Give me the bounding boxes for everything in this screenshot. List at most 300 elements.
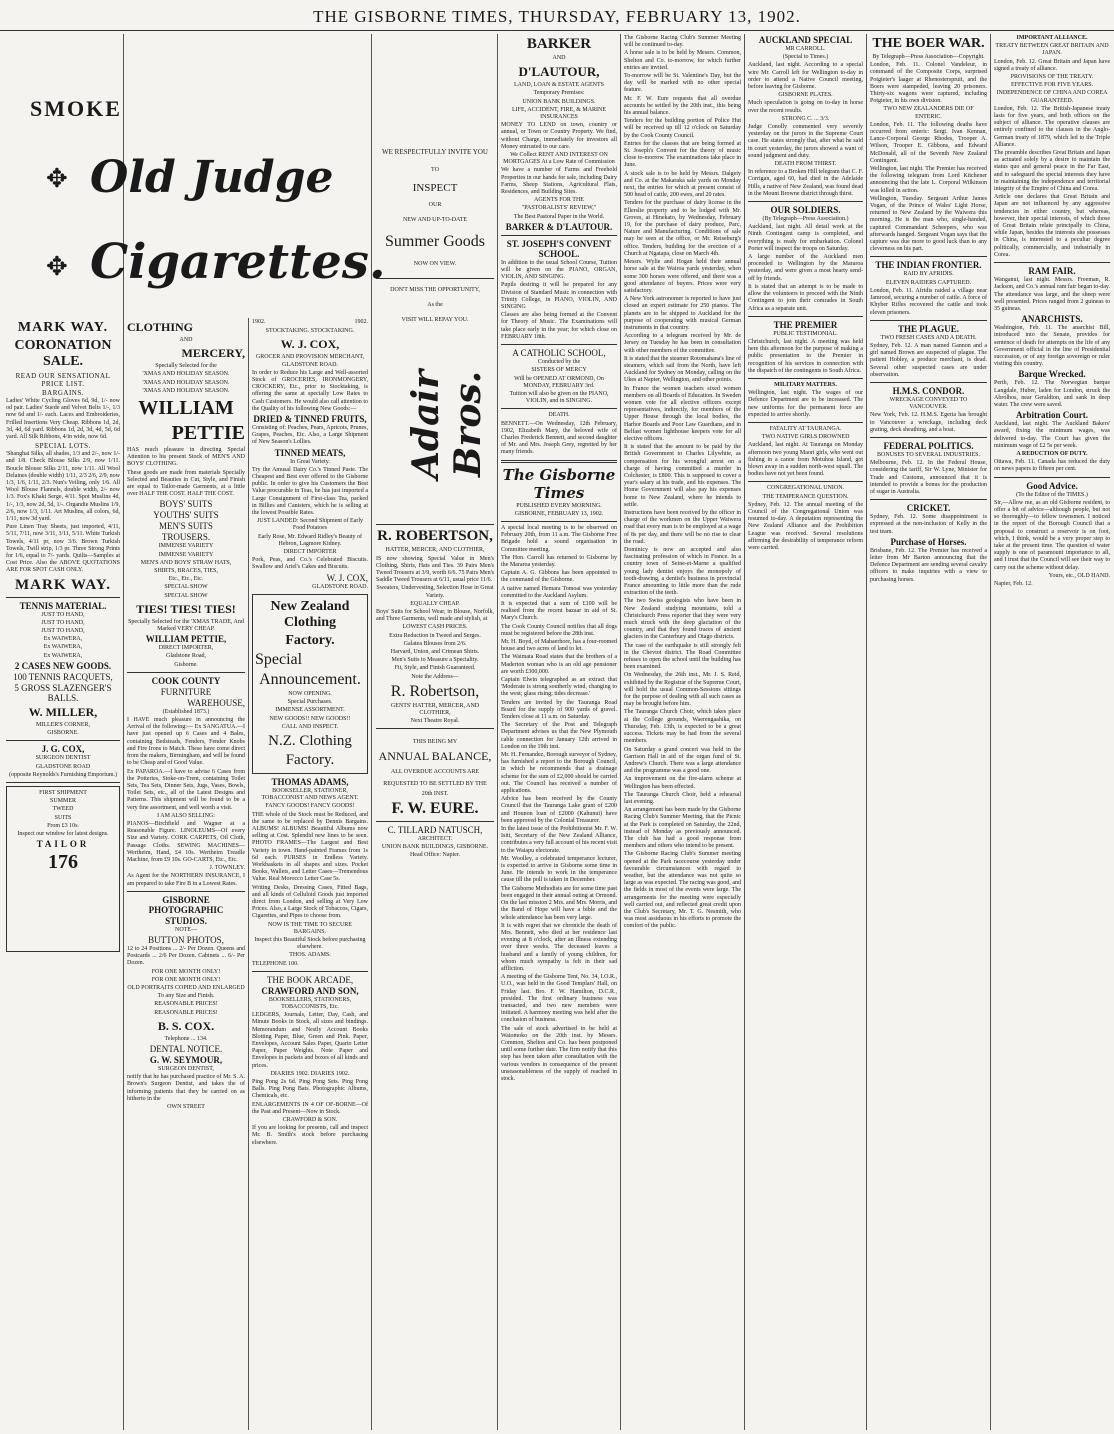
secure-bargains: NOW IS THE TIME TO SECURE BARGAINS. bbox=[268, 921, 352, 935]
news-text: Perth, Feb. 12. The Norwegian barque Langdale, Huber, laden for London, struck the Abrolhos, near Geraldton, and sank in deep water. The crew were saved. bbox=[994, 380, 1110, 408]
news-text: Auckland, last night. According to a special wire Mr. Carroll left for Wellington to-day in order to attend a Native Council meeting, before leaving for Gisborne. bbox=[748, 62, 863, 91]
next-theatre: Next Theatre Royal. bbox=[410, 718, 460, 725]
collect-rent: We Collect RENT AND INTEREST ON MORTGAGES At a Low Rate of Commission bbox=[503, 152, 615, 166]
old-judge-cigarettes-ad bbox=[0, 34, 386, 318]
news-text: London, Feb. 11. Colonel Vandeleur, in command of the Composite Corps, surprised Potgieter's laager at Rhenosterspruit, and the Boers were stampeded, leaving 20 prisoners. Thirty-six wagons were captured, including Potgieter, in his own division. bbox=[870, 62, 987, 105]
opened-ormond: Will be OPENED AT ORMOND, On MONDAY, FEBRUARY 3rd. bbox=[514, 375, 604, 389]
year-label: 1902. bbox=[252, 319, 266, 325]
good-advice-heading: Good Advice. bbox=[1026, 480, 1078, 491]
miller-corner: MILLER'S CORNER, bbox=[35, 721, 91, 728]
news-text: London, Feb. 11. Afridis raided a village near Jamrood, securing a number of cattle. A force of Khyber Rifles recovered the cattle and took eleven prisoners. bbox=[870, 287, 987, 316]
townley-signature: J. TOWNLEY. bbox=[209, 865, 245, 872]
as-the-label: As the bbox=[427, 302, 443, 309]
inspect-stock: Inspect this Beautiful Stock before purchasing elsewhere. bbox=[254, 936, 366, 951]
fatality-heading: FATALITY AT TAURANGA. bbox=[769, 425, 842, 432]
price-from: From £3 10s. bbox=[47, 822, 79, 829]
robertson-text: Boys' Suits for School Wear, in Blouse, Norfolk, and Three Garments, well made and stylish, at bbox=[376, 609, 494, 623]
new-date-label: NEW AND UP-TO-DATE bbox=[402, 217, 468, 224]
gisborne-plates: GISBORNE PLATES. bbox=[778, 92, 833, 99]
local-news: The case of the earthquake is still strongly felt in the Cheviot district. The Road Committee refuses to open the school until the building has been examined. bbox=[624, 642, 741, 671]
column-1 bbox=[6, 318, 120, 1430]
year-label: 1902. bbox=[354, 319, 368, 325]
xmas-season: 'XMAS AND HOLIDAY SEASON. bbox=[142, 379, 230, 386]
book-arcade-heading: THE BOOK ARCADE, bbox=[266, 974, 354, 985]
sweaters-label: Sweaters, Undervesting, Selection Hose in Great Variety. bbox=[376, 585, 494, 599]
miller-name: W. MILLER, bbox=[28, 704, 98, 719]
published-label: PUBLISHED EVERY MORNING. bbox=[516, 502, 602, 509]
arcade-text: If you are looking for presents, call and inspect Mr. B. Smith's stock before purchasing elsewhere. bbox=[252, 1125, 368, 1146]
sisters-mercy: SISTERS OF MERCY bbox=[531, 367, 587, 374]
pettie-text: These goods are made from materials Specially Selected and Beauties in Cut, Style, and Finish are equal to Tailor-made Garments, at a little over HALF THE COST. HALF THE COST. bbox=[127, 469, 245, 498]
gladstone-road: GLADSTONE ROAD. bbox=[312, 583, 368, 590]
shirts-braces: SHIRTS, BRACES, TIES, bbox=[154, 568, 218, 575]
divider bbox=[6, 740, 120, 741]
column-rule bbox=[497, 34, 498, 1430]
mark-way-title: MARK WAY. bbox=[17, 320, 109, 335]
enteric-heading: TWO NEW ZEALANDERS DIE OF ENTERIC. bbox=[883, 106, 974, 120]
potato-varieties: Early Rose, Mr. Edward Ridley's Beauty of Hebron, Lagmore Kidney. bbox=[257, 533, 363, 547]
ornament-icon: ✥ bbox=[46, 164, 68, 193]
bscox-signature: B. S. COX. bbox=[157, 1018, 215, 1033]
special-purchases: Special Purchases. bbox=[287, 699, 333, 706]
local-news: Advice has been received by the County Council that the Tauranga Lake grant of £200 and Hounon loan of £2000 (Kahunui) have been approved by the Colonial Treasurer. bbox=[501, 796, 617, 824]
school-text: Classes are also being formed at the Convent for Theory of Music. The Examinations will take place early in the year; for which close on FEBRUARY 18th. bbox=[501, 312, 617, 340]
catholic-school-heading: A CATHOLIC SCHOOL, bbox=[512, 348, 606, 359]
column-rule bbox=[866, 34, 867, 1430]
military-heading: MILITARY MATTERS. bbox=[774, 381, 837, 388]
boer-war-heading: THE BOER WAR. bbox=[872, 36, 985, 51]
trousers-label: TROUSERS. bbox=[161, 532, 211, 543]
furniture-text: I HAVE much pleasure in announcing the Arrival of the following:— Ex SANGATUA.—I have just opened up 6 Cases and 4 Bales, containing Bedsteads, Fenders, Fender Knobs and Fire Irons to Match. These have come direct from the makers, Birmingham, and will be found to be Cheap and of Good Value. bbox=[127, 717, 245, 767]
local-news: The Tauranga Church Choir, which takes place at the College grounds, Waerengaahika, on Thursday, Feb. 13th, is expected to be a great success. Tickets may be had from the several members. bbox=[624, 709, 741, 745]
one-month-only: FOR ONE MONTH ONLY! bbox=[151, 976, 221, 983]
carroll-heading: MR CARROLL. bbox=[785, 46, 826, 52]
local-news: Mr. F. W. Eure requests that all overdue accounts be settled by the 20th inst., this being his annual balance. bbox=[624, 95, 741, 117]
dental-notice-heading: DENTAL NOTICE. bbox=[149, 1043, 223, 1054]
divider bbox=[994, 477, 1110, 478]
news-text: Auckland, last night. All detail work at the Ninth Contingent camp is completed, and everything is ready for embarkation. Colonel Porter will inspect the troops on Saturday. bbox=[748, 224, 863, 252]
news-text: It is stated that an attempt is to be made to allow the volunteers to proceed with the Ninth Contingent to join their comrades in South Africa as a separate unit. bbox=[748, 283, 863, 312]
pettie-heading: PETTIE bbox=[171, 422, 245, 445]
price-list-subtitle: READ OUR SENSATIONAL PRICE LIST. bbox=[15, 372, 111, 388]
news-text: Sydney, Feb. 12. A man named Gannon and a girl named Brown are suspected of plague. The patient Hobley, a produce merchant, is dead. Several other suspected cases are under observation. bbox=[870, 342, 987, 378]
news-text: Sydney, Feb. 12. The annual meeting of the Council of the Congregational Union was resumed to-day. A deputation representing the New Zealand Alliance and the Prohibition League was received. Several resolutions affirming the desirability of temperance reform were carried. bbox=[748, 501, 863, 551]
local-news: It is stated that the steamer Rotomahana's line of steamers, which sail from the North, have left Auckland for Sydney on Monday, calling on the Ukes at Napier, Wellington, and other points. bbox=[624, 355, 741, 384]
cox-signature: W. J. COX, bbox=[326, 572, 368, 583]
news-text: Wellington, Tuesday. Sergeant Arthur James Vogan, of the Prince of Wales' Light Horse, returned to New Zealand by the Waiwera this morning. He is the man who, single-handed, captured Commandant Scheepers, who was afterwards hanged. Sergeant Vogan says that the capture was due more to good luck than to any cleverness on his part. bbox=[870, 195, 987, 253]
head-office: Head Office: Napier. bbox=[409, 852, 461, 859]
one-month-only: FOR ONE MONTH ONLY! bbox=[151, 968, 221, 975]
local-news: It is with regret that we chronicle the death of Mrs. Bennett, who died at her residence last evening at 8 o'clock, after an illness extending over three weeks. The deceased leaves a husband and a family of young children, for whom much sympathy is felt in their sad affliction. bbox=[501, 922, 617, 972]
equally-cheap: EQUALLY CHEAP. bbox=[410, 600, 460, 607]
best-paper: The Best Pastoral Paper in the World. bbox=[513, 213, 605, 220]
mens-suits: MEN'S SUITS bbox=[159, 521, 213, 532]
dont-miss: DON'T MISS THE OPPORTUNITY, bbox=[390, 286, 480, 293]
any-size: To any Size and Finish. bbox=[157, 993, 215, 1000]
crawford-heading: CRAWFORD AND SON, bbox=[261, 985, 359, 996]
girls-drowned: TWO NATIVE GIRLS DROWNED bbox=[761, 434, 850, 441]
extra-reduction: Extra Reduction in Tweed and Serges. bbox=[389, 632, 481, 639]
xmas-season: 'XMAS AND HOLIDAY SEASON. bbox=[142, 387, 230, 394]
divider bbox=[376, 524, 494, 525]
local-news: An arrangement has been made by the Gisborne Racing Club's Summer Meeting, that the Picnic at the Park is completed on Saturday, the 22nd, instead of Monday as previously announced. The club has had a good response from members and others who intend to be present. bbox=[624, 807, 741, 850]
effective-heading: EFFECTIVE FOR FIVE YEARS. bbox=[1010, 82, 1094, 89]
now-on-view: NOW ON VIEW. bbox=[413, 260, 457, 267]
auckland-special-heading: AUCKLAND SPECIAL bbox=[758, 35, 853, 45]
provisions-heading: PROVISIONS OF THE TREATY. bbox=[1010, 74, 1094, 81]
news-text: Wellington, last night. The Premier has received the following telegram from Lord Kitchener announcing that the late L. Corporal Wilkinson was killed in action. bbox=[870, 166, 987, 194]
insurances: LIFE, ACCIDENT, FIRE, & MARINE INSURANCES bbox=[511, 106, 607, 121]
news-text: Ottawa, Feb. 11. Canada has reduced the duty on news papers to fifteen per cent. bbox=[994, 459, 1110, 473]
visit-label: VISIT WILL REPAY YOU. bbox=[401, 317, 469, 324]
arcade-text: LEDGERS, Journals, Letter, Day, Cash, and Minute Books in Stock, all sizes and bindings. Memorandum and Nestly Account Books Blotting Paper, Blue, Green and Pink. Paper, Envelopes, Account Sales Paper, Quarto Letter Paper, Paper Weights. Note Paper and Envelopes in packets and boxes of all kinds and prices. bbox=[252, 1012, 368, 1069]
arbitration-heading: Arbitration Court. bbox=[1016, 410, 1088, 421]
diaries-label: DIARIES 1902. DIARIES 1902. bbox=[270, 1070, 350, 1077]
local-news: The sale of stock advertised to be held at Waiomoko on the 20th inst. by Messrs. Common, Shelton and Co. has been postponed until some further date. The firm notify that this step has been taken after consultation with the various vendors in consequence of the present unseasonableness of the supply of reached in stock. bbox=[501, 1025, 617, 1082]
divider bbox=[870, 320, 987, 321]
established-label: (Established 1873.) bbox=[162, 708, 210, 715]
direct-importer: DIRECT IMPORTER bbox=[283, 549, 337, 556]
xmas-season: 'XMAS AND HOLIDAY SEASON. bbox=[142, 371, 230, 378]
local-news: A meeting of the Gisborne Tent, No. 34, I.O.R., U.O., was held in the Good Templars' Hall, on Friday last. Bro. F. W. Hamilton, D.C.R., presided. The first ordinary business was transacted, and two new members were initiated. A harmony meeting was held after the conclusion of business. bbox=[501, 974, 617, 1024]
bonuses-heading: BONUSES TO SEVERAL INDUSTRIES. bbox=[877, 451, 980, 458]
premier-heading: THE PREMIER bbox=[773, 319, 838, 330]
local-news: It is stated that the amount to be paid by the British Government to Charles Lilywhite, as compensation for his wrongful arrest on a charge of having committed a murder in Colchester, is £800. This is supposed to cover a year's salary at his trade, and his expenses. The Home Government will also pay his expenses home to New Zealand, where he intends to settle. bbox=[624, 444, 741, 508]
gents-hatter: GENTS' HATTER, MERCER, AND CLOTHIER, bbox=[390, 702, 480, 717]
nz-clothing-signature: N.Z. Clothing bbox=[268, 732, 352, 749]
anarchists-heading: ANARCHISTS. bbox=[1021, 314, 1083, 325]
independence-heading: INDEPENDENCE OF CHINA AND COREA GUARANTEED. bbox=[996, 90, 1108, 104]
agents-label: AGENTS FOR THE bbox=[534, 197, 584, 204]
cox-name: J. G. COX, bbox=[41, 744, 85, 755]
news-text: London, Feb. 12. The British-Japanese treaty lasts for five years, and both offices on the subject of alliance. The operative clauses are entirely confined to the clauses in the Anglo-German treaty of 1879, which led to the Triple Alliance. bbox=[994, 105, 1110, 148]
robertson-signature: R. Robertson, bbox=[390, 682, 480, 700]
divider bbox=[376, 821, 494, 822]
just-to-hand: JUST TO HAND, bbox=[41, 619, 85, 626]
news-text: Melbourne, Feb. 12. In the Federal House, considering the tariff, Sir W. Lyne, Minister for Trade and Customs, announced that it is intended to provide a bonus for the production of sugar in Australia. bbox=[870, 460, 987, 495]
now-opening: NOW OPENING. bbox=[288, 690, 332, 697]
raid-heading: RAID BY AFRIDIS. bbox=[903, 271, 954, 278]
land-agents: LAND, LOAN & ESTATE AGENTS bbox=[513, 82, 604, 89]
hatter-label: HATTER, MERCER, AND CLOTHIER, bbox=[385, 547, 485, 554]
pettie-text: HAS much pleasure in directing Special Attention to his present Stock of MEN'S AND BOYS' CLOTHING. bbox=[127, 447, 245, 468]
plague-heading: THE PLAGUE. bbox=[897, 323, 959, 334]
architect-label: ARCHITECT. bbox=[417, 835, 453, 842]
news-text: Auckland, last night. The Auckland Bakers' award, fixing the minimum wages, was delivered to-day. The Court has given the minimum wage of £2 5s per week. bbox=[994, 421, 1110, 449]
inspect-window: Inspect our window for latest designs. bbox=[17, 830, 109, 837]
thomas-adams-heading: THOMAS ADAMS, bbox=[271, 776, 349, 787]
eure-signature: F. W. EURE. bbox=[391, 799, 479, 817]
horses-heading: Purchase of Horses. bbox=[890, 536, 967, 547]
gisborne-times-title: The Gisborne Times bbox=[502, 465, 616, 502]
local-news: A native named Hemara Tomoai was yesterday committed to the Auckland Asylum. bbox=[501, 585, 617, 599]
just-landed: JUST LANDED: Second Shipment of Early Food Potatoes bbox=[256, 518, 364, 532]
divider bbox=[501, 235, 617, 236]
local-news: Instructions have been received by the officer in charge of the workmen on the Upper Waiwera road that every man is to be employed at a wage of 8s per day, and there will be no rise to clear the road. bbox=[624, 510, 741, 545]
robertson-text: IS now showing Special Value in Men's Clothing, Shirts, Hats and Ties. 39 Pairs Men's Tweed Trousers at 3/9, worth 6/6. 75 Pairs Men's Saddle Tweed Trousers at 6/11, usual price 11/6. bbox=[376, 555, 494, 584]
dried-fruits: DRIED & TINNED FRUITS, bbox=[253, 414, 367, 425]
gisborne-label: GISBORNE. bbox=[47, 730, 79, 737]
just-to-hand: JUST TO HAND, bbox=[41, 611, 85, 618]
school-text: In addition to the usual School Course, Tuition will be given on the PIANO, ORGAN, VIOLIN, AND SINGING. bbox=[501, 259, 617, 281]
gisborne-label: Gisborne. bbox=[174, 661, 198, 668]
mercery-heading: MERCERY, bbox=[181, 346, 245, 361]
news-text: London, Feb. 11. The following deaths have occurred from enteric: Sergt. Ivan Kennan, Lance-Corporal George Rhodes, Trooper A. Wilson, Trooper E. Gibbons, and Edward McDonald, all of the Seventh New Zealand Contingent. bbox=[870, 121, 987, 164]
inspect-heading: INSPECT bbox=[412, 182, 458, 195]
death-notice: BENNETT.—On Wednesday, 12th February, 1902, Elizabeth Mary, the beloved wife of Charles Frederick Bennett, and second daughter of Mr. and Mrs. Joseph Grey, regretted by her many friends. bbox=[501, 420, 617, 456]
news-text: Article one declares that Great Britain and Japan are not influenced by any aggressive tendencies in either country, but whereas, however, their special interests, of which those of Great Britain relate principally to China, while Japan, besides the interests she possesses in China, is interested to a peculiar degree politically, commercially, and industrially in Corea. bbox=[994, 194, 1110, 258]
telephone-label: TELEPHONE 100. bbox=[252, 960, 299, 967]
column-3 bbox=[252, 318, 368, 1430]
coronation-sale-title: CORONATION SALE. bbox=[14, 338, 112, 369]
local-news: Mr. Woolley, a celebrated temperance lecturer, is expected to arrive in Gisborne some time in June. He intends to work in the temperance cause till the poll is taken in December. bbox=[501, 855, 617, 884]
divider bbox=[748, 422, 863, 423]
divider bbox=[870, 382, 987, 383]
column-6 bbox=[624, 34, 741, 1430]
local-news: Entries for the classes that are being formed at St. Joseph's Convent for the theory of music close to-morrow. The examinations take place in June. bbox=[624, 140, 741, 169]
overdue-accounts: ALL OVERDUE ACCOUNTS ARE REQUESTED TO BE SETTLED BY THE bbox=[383, 768, 487, 787]
column-rule bbox=[620, 34, 621, 1430]
special-to-times: (Special to Times.) bbox=[782, 54, 829, 61]
galatea-blouses: Galatea Blouses from 2/6. bbox=[403, 640, 467, 647]
to-label: TO bbox=[431, 167, 439, 173]
divider bbox=[748, 481, 863, 482]
summer-goods-heading: Summer Goods bbox=[385, 232, 485, 250]
column-rule bbox=[744, 34, 745, 1430]
just-to-hand: JUST TO HAND, bbox=[41, 628, 85, 635]
local-news: Mr. H. Fernandez, Borough surveyor of Sydney, has furnished a report to the Borough Council, in which he recommends that a drainage scheme for the sum of £2,000 should be carried out. The Council has received a number of applications. bbox=[501, 752, 617, 795]
variety-label: IMMENSE VARIETY bbox=[158, 551, 214, 558]
temperance-heading: THE TEMPERANCE QUESTION. bbox=[762, 493, 849, 500]
local-news: Mr. H. Boyd, of Mahaerhore, has a four-roomed house and two acres of land to let. bbox=[501, 638, 617, 653]
note-address: Note the Address— bbox=[411, 673, 459, 680]
cigarettes-heading: Cigarettes. bbox=[90, 234, 386, 290]
invite-text: WE RESPECTFULLY INVITE YOU bbox=[382, 148, 488, 156]
barker-signature: BARKER & D'LAUTOUR. bbox=[505, 221, 613, 232]
local-news: On Wednesday, the 26th inst., Mr. J. S. Reid, exhibited by the Registrar of the Supreme Court, will hold the usual Common-Sessions sittings for the purpose of dealing with all such cases as may be brought before him. bbox=[624, 672, 741, 708]
great-variety: In Great Variety. bbox=[290, 458, 330, 465]
year-row bbox=[252, 318, 368, 327]
by-telegraph: By Telegraph—Press Association—Copyright. bbox=[872, 54, 985, 60]
gladstone-road: Gladstone Road, bbox=[166, 653, 206, 660]
william-heading: WILLIAM bbox=[138, 397, 234, 420]
specially-selected: Specially Selected for the bbox=[155, 363, 217, 370]
summer-label: SUMMER bbox=[49, 798, 76, 805]
congregational-heading: CONGREGATIONAL UNION. bbox=[766, 485, 845, 492]
grocer-text: In order to Reduce his Large and Well-assorted Stock of GROCERIES, IRONMONGERY, CROCKERY, Etc., prior to Stocktaking, is offering the same at specially Low Rates to Cash Customers. He would also call attention to the Quality of his following New Goods:— bbox=[252, 369, 368, 412]
furniture-text: Ex PAPAROA.—I have to advise 6 Cases from the Potteries, Stoke-on-Trent, containing Toilet Sets, Tea Sets, Dinner Sets, Jugs, Vases, Bowls, Toilet Sets, etc., all of the Latest Designs and Patterns. This shipment will be found to be a very fine assortment, and well worth a visit. bbox=[127, 768, 245, 811]
tweed-label: TWEED bbox=[52, 806, 74, 813]
divider bbox=[870, 437, 987, 438]
column-rule bbox=[990, 34, 991, 1430]
news-text: The preamble describes Great Britain and Japan as actuated solely by a desire to maintain the status quo and general peace in the Far East, and to safeguard the special interests they have in maintaining the independence and territorial integrity of the Empire of China and Corea. bbox=[994, 150, 1110, 193]
cook-county-heading: COOK COUNTY bbox=[151, 675, 221, 686]
column-rule bbox=[248, 318, 249, 1430]
local-news: A New York astronomer is reported to have just closed an expert estimate for 250 pianos. The planets are to be shipped to Auckland for the purpose of cooperating with musical German instruments in that country. bbox=[624, 296, 741, 331]
sale-list-text: Pure Linen Tray Sheets, just imported, 4/11, 5/11, 7/11, now 3/11, 3/11, 5/11. White Turkish Towels, 4/11 pr, now 3/6. Brown Turkish Towels, Twill strip, 1/3 pr. Three Strong Prints for 1/6, equal to 7/- yards. Quilts—Samples at Cost Price. Also the ABOVE QUOTATIONS ARE FOR SPOT CASH ONLY. bbox=[6, 524, 120, 574]
ex-waiwera: Ex WAIWERA, bbox=[43, 644, 83, 651]
tennis-material-title: TENNIS MATERIAL. bbox=[19, 600, 107, 611]
shirts-label: Harvard, Union, and Crimean Shirts. bbox=[390, 649, 480, 656]
napier-date: Napier, Feb. 12. bbox=[994, 581, 1033, 587]
studios-heading: STUDIOS. bbox=[165, 915, 207, 926]
photo-prices: 12 to 24 Positions ... 2/- Per Dozen. Queens and Postcards ... 2/6 Per Dozen. Cabinets ... 6/- Per Dozen. bbox=[127, 945, 245, 967]
arcade-text: Ping Pong 2s 6d. Ping Pong Sets. Ping Pong Balls. Ping Pong Bats. Photographic Albums, Chemicals, etc. bbox=[252, 1079, 368, 1100]
local-news: In the latest issue of the Prohibitionist Mr. F. W. Isitt, Secretary of the New Zealand Alliance, contributes a very full account of his recent visit to the Waiapu electorate. bbox=[501, 826, 617, 854]
divider bbox=[127, 891, 245, 892]
and-label: AND bbox=[179, 337, 193, 343]
divider bbox=[376, 728, 494, 729]
bargains-label: BARGAINS. bbox=[41, 389, 85, 397]
local-news: To-morrow will be St. Valentine's Day, but the day will be marked with no other special feature. bbox=[624, 73, 741, 94]
special-lots-label: SPECIAL LOTS. bbox=[35, 442, 91, 451]
nz-clothing-heading: New Zealand Clothing bbox=[270, 598, 350, 630]
tailor-label: TAILOR bbox=[36, 839, 90, 850]
signature: Yours, etc., OLD HAND. bbox=[1048, 572, 1110, 579]
divider bbox=[127, 672, 245, 673]
news-text: Washington, Feb. 11. The anarchist Bill, introduced into the Senate, provides for sentence of death for attempts on the life of any Government official in the line of Presidential succession, or of any foreign sovereign or ruler visiting this country. bbox=[994, 325, 1110, 368]
youths-suits: YOUTHS' SUITS bbox=[153, 510, 219, 521]
clothing-heading: CLOTHING bbox=[127, 320, 194, 334]
grocer-text: Consisting of: Peaches, Pears, Apricots, Prunes, Grapes, Peaches, Etc. Also, a Large Shipment of New Season's Lollies. bbox=[252, 425, 368, 446]
local-news: A horse sale is to be held by Messrs. Common, Shelton and Co. to-morrow, for which further entries are invited. bbox=[624, 50, 741, 71]
divider bbox=[501, 344, 617, 345]
union-buildings: UNION BANK BUILDINGS, GISBORNE. bbox=[381, 844, 489, 851]
studios-heading: GISBORNE PHOTOGRAPHIC bbox=[148, 894, 224, 915]
sale-list-text: Ladies' White Cycling Gloves 6d, 9d, 1/- now od pair. Ladies' Suede and Velvet Belts 1/-, 1/3 now 6d and 1/- each. Laces and Embroideries, Frilled Insertions Very Cheap. Ribbons 1d, 2d, 3d, 4d, 6d yard. Ribbons 1d, 2d, 3d, 4d, 5d, 6d yard. All Silk Ribbons, 4/in wide, now 6d. bbox=[6, 398, 120, 441]
divider bbox=[994, 262, 1110, 263]
dental-text: notify that he has purchased practice of Mr. S. A. Brown's Surgeon Dentist, and takes the of informing patients that they be carried on as hitherto in the bbox=[127, 1074, 245, 1102]
news-text: New York, Feb. 12. H.M.S. Egeria has brought to Vancouver a wreckage, including deck grating, deck sheathing, and a boat. bbox=[870, 412, 987, 433]
divider bbox=[501, 460, 617, 463]
ex-waiwera: Ex WAIWERA, bbox=[43, 652, 83, 659]
treaty-heading: TREATY BETWEEN GREAT BRITAIN AND JAPAN. bbox=[995, 43, 1109, 57]
boys-suits: BOYS' SUITS bbox=[159, 499, 213, 510]
death-heading: DEATH. bbox=[548, 412, 570, 419]
local-news: The Gisborne Racing Club's Summer meeting opened at the Park racecourse yesterday under favourable circumstances with regard to weather, but the attendance was not quite so large as was expected. The racing was good, and the fields in most of the events were large. The arrangements for the meeting were especially well carried out, and reflected great credit upon the Club's Secretary, Mr. T. G. Nesmith, who was most assiduous in his efforts to promote the comfort of the public. bbox=[624, 851, 741, 930]
news-text: Brisbane, Feb. 12. The Premier has received a letter from Mr Barton announcing that the Defence Department are sending several cavalry officers to make inquiries with a view to purchasing horses. bbox=[870, 547, 987, 583]
surgeon-dentist: SURGEON DENTIST bbox=[35, 755, 91, 762]
grocer-text: Pork, Peas, and Co.'s Celebrated Biscuits. Swallow and Ariel's Cakes and Biscuits. bbox=[252, 557, 368, 571]
insurance-text: As Agent for the NORTHERN INSURANCE, I am prepared to take Fire B in a Lowest Rates. bbox=[127, 873, 245, 887]
local-news: Dominicy is now an accepted and also fascinating profession of which in France. In a country town of Seine-et-Marne a qualified young lady dentist enjoys the monopoly of tooth-drawing, a dentist's business in provincial France amounting to little more than the rude extraction of the teeth. bbox=[624, 547, 741, 597]
ties-text: Specially Selected for the 'XMAS TRADE, And Marked VERY CHEAP. bbox=[128, 618, 244, 633]
surgeon-dentist: SURGEON DENTIST, bbox=[158, 1065, 214, 1072]
own-street: OWN STREET bbox=[167, 1104, 205, 1110]
barque-heading: Barque Wrecked. bbox=[1018, 369, 1086, 380]
divider bbox=[6, 782, 120, 783]
local-news: The Cook County Council notifies that all dogs must be registered before the 28th inst. bbox=[501, 623, 617, 637]
convent-school-heading: ST. JOSEPH'S CONVENT SCHOOL. bbox=[506, 238, 612, 259]
factory-signature: Factory. bbox=[285, 751, 335, 768]
cases-new-goods: 2 CASES NEW GOODS. bbox=[14, 660, 112, 671]
local-news: The two Swiss geologists who have been in New Zealand studying mountains, told a Christchurch Press reporter that they were very much struck with the deep glaciation of the country, and that they found traces of ancient glaciers in the Canterbury and Otago districts. bbox=[624, 598, 741, 641]
column-4 bbox=[376, 34, 494, 1430]
new-goods: NEW GOODS!! NEW GOODS!! bbox=[269, 715, 351, 722]
robertson-heading: R. ROBERTSON, bbox=[377, 528, 493, 545]
local-news: Tenders for the building portion of Police Hut will be received up till 12 o'clock on Saturday by the Cook County Council. bbox=[624, 118, 741, 139]
wreckage-heading: WRECKAGE CONVEYED TO VANCOUVER. bbox=[889, 396, 968, 411]
crawford-signature: CRAWFORD & SON. bbox=[282, 1117, 338, 1124]
dateline: GISBORNE, FEBRUARY 13, 1902. bbox=[514, 510, 604, 517]
our-soldiers-heading: OUR SOLDIERS. bbox=[770, 205, 841, 216]
temp-premises: Temporary Premises: bbox=[533, 90, 585, 97]
news-text: Much speculation is going on to-day in horse over the recent results. bbox=[748, 100, 863, 114]
ornament-icon: ✥ bbox=[46, 252, 68, 281]
divider bbox=[376, 278, 494, 279]
editor-label: (To the Editor of the TIMES.) bbox=[1016, 491, 1088, 498]
tailor-ad bbox=[6, 786, 120, 952]
local-news: The Gisborne Methodists are for some time past been engaged in their annual outing at Ormond. On the last mission 2 Mrs. and Mrs. Morris, and the Band of Hope will have a bible and the whole attendance has been very large. bbox=[501, 885, 617, 921]
annual-balance-heading: ANNUAL BALANCE, bbox=[378, 748, 492, 763]
column-9 bbox=[994, 34, 1110, 1430]
factory-heading: Factory. bbox=[285, 632, 335, 648]
pettie-signature: WILLIAM PETTIE, bbox=[145, 634, 227, 645]
opposite-note: (opposite Reynolds's Furnishing Emporium.) bbox=[8, 771, 118, 778]
death-from-thirst: DEATH FROM THIRST. bbox=[774, 161, 837, 168]
local-news: The Secretary of the Post and Telegraph Department advises us that the New Plymouth cable connection for January 12th arrived in London on the 19th inst. bbox=[501, 722, 617, 750]
school-text: Pupils desiring it will be prepared for any Division of Standard Music in connection with Trinity College, in PIANO, VIOLIN, AND SINGING bbox=[501, 282, 617, 311]
adams-text: THE whole of the Stock must be Reduced, and the same to be replaced by Dennis Bargains. ALBUMS! ALBUMS! Beautiful Albums now selling at Cost. Splendid new lines to be seen. PHOTO FRAMES—The Largest and Best Variety in town. Hand-painted Frames from 1s 6d each. PURSES in Endless Variety. Workbaskets in all shapes and sizes. Pocket Books, Wallets, and Letter Cases—Tremendous Value. Real Morocco Letter Case 5s. bbox=[252, 811, 368, 883]
furniture-text: PIANOS—Birchfield and Wagner at a Reasonable Figure. LINOLEUMS—Of every Size and Variety. CORK CARPETS, Oil Cloth, Passage Cloths. SEWING MACHINES—Wertheim, Hand, £4 10s. Wertheim Treadle Machine, from £9 10s. GO-CARTS, Etc., Etc. bbox=[127, 820, 245, 863]
local-news: An improvement on the fire-alarm scheme at Wellington has been effected. bbox=[624, 776, 741, 790]
column-2 bbox=[127, 318, 245, 1430]
special-show: SPECIAL SHOW bbox=[164, 592, 208, 599]
divider bbox=[748, 378, 863, 379]
masthead: THE GISBORNE TIMES, THURSDAY, FEBRUARY 13, 1902. bbox=[0, 6, 1114, 31]
and-label: AND bbox=[552, 55, 566, 61]
conducted-by: Conducted by the bbox=[537, 359, 581, 366]
sale-list-text: 'Shanghai Silks, all shades, 1/3 and 2/-, now 1/- and 1/8. Check Blouse Silks 2/9, now 1/11. Boucle Blouse Silks 2/11, now 1/11. All Wool Delaines (double width) 1/11, 2/3 2/6, 2/9, now 1/3, 1/6, 1/11, 2/3. Nun's Veiling, only 1/6. All Wool Blouse Flannels, double width, 2/- now 1/3. Fox's Khaki Serge, 4/11. Spot Muslins 4d, 1/-, 1/3, now 2d, 5d, 1/-. Organdie Muslins 1/9, 2/6, now 1/3, 1/11. Art Muslins, all colors, 6d, 1/11, now 3d yard. bbox=[6, 451, 120, 523]
letter-text: Sir,—Allow me, as an old Gisborne resident, to offer a bit of advice—although people, but not so thoroughly—to fellow townsmen. I noticed in the report of the Borough Council that a proposal to construct a reservoir is on foot, which, I think, would be a very proper step to take at the present time. The question of water supply is one of paramount importance to all, and I trust that the Council will see their way to carry out the scheme without delay. bbox=[994, 499, 1110, 571]
seymour-name: G. W. SEYMOUR, bbox=[149, 1054, 223, 1065]
bookseller-label: BOOKSELLER, STATIONER, TOBACCONIST AND NEWS AGENT. bbox=[261, 787, 359, 802]
nz-clothing-ad bbox=[252, 594, 368, 774]
tuition-label: Tuition will also be given on the PIANO, VIOLIN, and in SINGING. bbox=[509, 390, 609, 405]
union-buildings: UNION BANK BUILDINGS. bbox=[522, 98, 596, 105]
raiders-captured: ELEVEN RAIDERS CAPTURED. bbox=[885, 279, 972, 286]
by-telegraph: (By Telegraph—Press Association.) bbox=[762, 216, 849, 223]
smoke-heading: SMOKE bbox=[30, 96, 122, 121]
natusch-heading: C. TILLARD NATUSCH, bbox=[387, 824, 483, 835]
booksellers-label: BOOKSELLERS, STATIONERS, TOBACCONISTS, Etc. bbox=[268, 996, 352, 1010]
strong-label: STRONG C. ... 3/3. bbox=[781, 115, 830, 122]
fancy-goods: FANCY GOODS! FANCY GOODS! bbox=[265, 803, 355, 810]
local-news: On Saturday a grand concert was held in the Garrison Hall in aid of the organ fund of St. Andrew's Church. There was a large attendance and the programme was a good one. bbox=[624, 746, 741, 775]
furniture-heading: FURNITURE bbox=[160, 686, 212, 697]
barker-text: MONEY TO LEND on town, country or annual, or Town or Country Property. We find, without Charge, immediately for investors all Money entrusted to our care. bbox=[501, 122, 617, 150]
local-news: The Hon. Carroll has returned to Gisborne by the Mararoa yesterday. bbox=[501, 554, 617, 568]
local-news: A special local meeting is to be observed on February 20th, from 11 a.m. The Gisborne Free Brigade hold a sound organisation in Committee meeting. bbox=[501, 524, 617, 553]
fresh-cases: TWO FRESH CASES AND A DEATH. bbox=[880, 334, 977, 341]
grocer-text: Try the Amusal Dairy Co.'s Tinned Paste. The Cheapest and Best ever offered to the Gisborne public. In order to give his Customers the Best Value procurable in Teas, he has just imported a Large Consignment of First-class Tea, packed in Billies and Canisters, which he is selling at the lowest Possible Rates. bbox=[252, 466, 368, 517]
local-news: The Tauranga Church Choir, held a rehearsal last evening. bbox=[624, 791, 741, 805]
federal-politics-heading: FEDERAL POLITICS. bbox=[883, 440, 974, 451]
news-text: Wellington, last night. The wages of our Defence Department are to be increased. The new uniforms for the permanent force are expected to arrive shortly. bbox=[748, 390, 863, 418]
adair-bros-logo: Adair Bros. bbox=[405, 369, 489, 479]
divider bbox=[870, 499, 987, 500]
also-selling: I AM ALSO SELLING: bbox=[157, 812, 215, 819]
local-news: Tenders are invited by the Tauranga Road Board for the supply of 900 yards of gravel. Tenders close at 11 a.m. on Saturday. bbox=[501, 699, 617, 721]
stocktaking-heading: STOCKTAKING. STOCKTAKING. bbox=[265, 328, 355, 335]
twentieth-inst: 20th INST. bbox=[421, 790, 449, 797]
divider bbox=[748, 316, 863, 317]
column-7 bbox=[748, 34, 863, 1430]
ex-waiwera: Ex WAIWERA, bbox=[43, 636, 83, 643]
tinned-meats: TINNED MEATS, bbox=[274, 447, 346, 458]
delautour-heading: D'LAUTOUR, bbox=[518, 64, 600, 80]
immense-assortment: IMMENSE ASSORTMENT. bbox=[275, 707, 345, 714]
